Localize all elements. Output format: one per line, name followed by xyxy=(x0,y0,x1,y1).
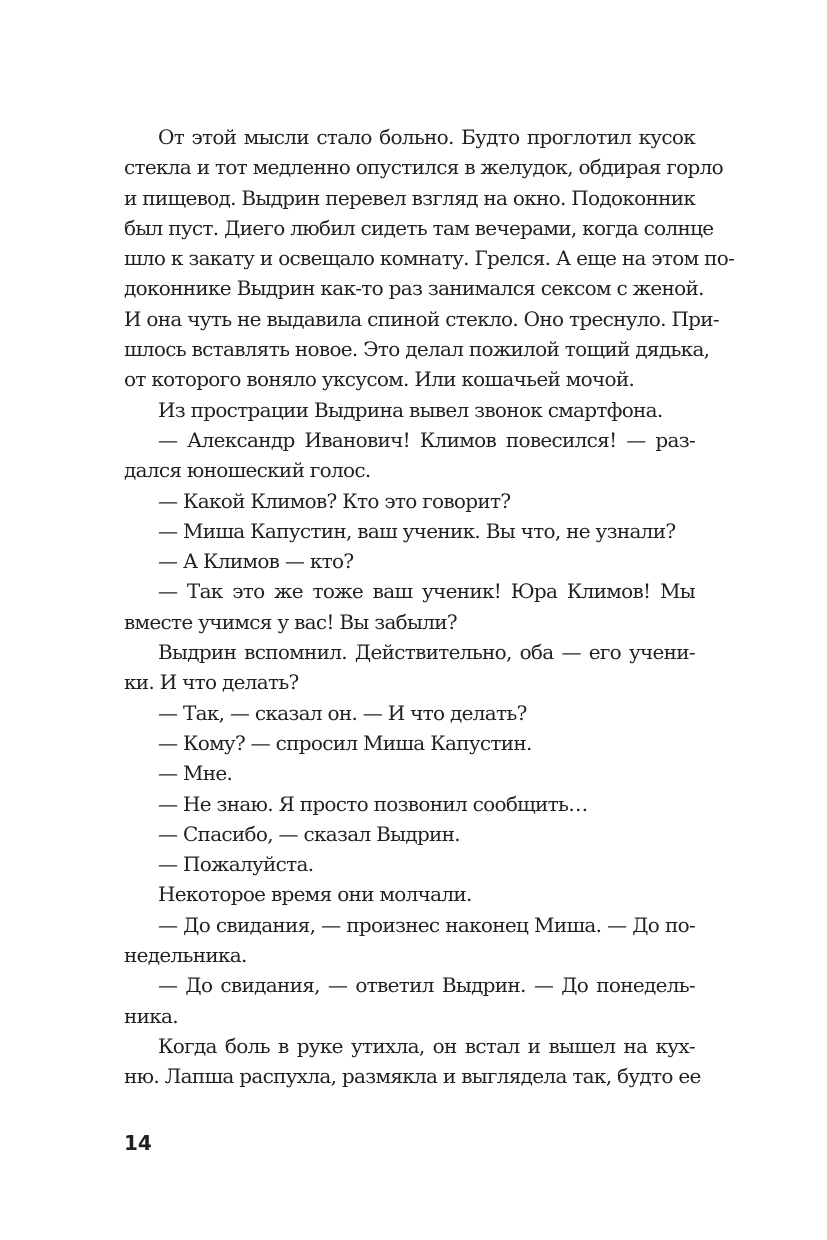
text-line: вместе учимся у вас! Вы забыли? xyxy=(124,609,457,634)
page-number: 14 xyxy=(124,1131,152,1155)
text-line: дался юношеский голос. xyxy=(124,458,371,483)
text-line: недельника. xyxy=(124,943,247,968)
text-line: — Миша Капустин, ваш ученик. Вы что, не узнали? xyxy=(158,518,676,543)
text-line: Из прострации Выдрина вывел звонок смартфона. xyxy=(158,397,663,422)
text-line: И она чуть не выдавила спиной стекло. Оно треснуло. При- xyxy=(124,306,719,331)
text-line: и пищевод. Выдрин перевел взгляд на окно. Подоконник xyxy=(124,185,696,210)
text-line: — До свидания, — ответил Выдрин. — До понедель- xyxy=(158,973,695,998)
text-line: Некоторое время они молчали. xyxy=(158,882,472,907)
text-line: стекла и тот медленно опустился в желудок, обдирая горло xyxy=(124,155,723,180)
text-line: шло к закату и освещало комнату. Грелся. А еще на этом по- xyxy=(124,246,735,271)
text-line: шлось вставлять новое. Это делал пожилой тощий дядька, xyxy=(124,337,710,362)
text-line: Выдрин вспомнил. Действительно, оба — его учени- xyxy=(158,640,695,665)
text-line: — Спасибо, — сказал Выдрин. xyxy=(158,821,460,846)
text-line: — А Климов — кто? xyxy=(158,549,354,574)
text-line: — До свидания, — произнес наконец Миша. — До по- xyxy=(158,912,695,937)
text-line: — Не знаю. Я просто позвонил сообщить… xyxy=(158,791,588,816)
text-line: Когда боль в руке утихла, он встал и вышел на кух- xyxy=(158,1033,695,1058)
text-line: ки. И что делать? xyxy=(124,670,299,695)
text-line: доконнике Выдрин как-то раз занимался сексом с женой. xyxy=(124,276,704,301)
text-line: был пуст. Диего любил сидеть там вечерами, когда солнце xyxy=(124,215,714,240)
text-line: — Кому? — спросил Миша Капустин. xyxy=(158,730,532,755)
text-line: ню. Лапша распухла, размякла и выглядела так, будто ее xyxy=(124,1064,701,1089)
text-line: — Так это же тоже ваш ученик! Юра Климов! Мы xyxy=(158,579,695,604)
text-line: — Пожалуйста. xyxy=(158,852,314,877)
text-line: — Какой Климов? Кто это говорит? xyxy=(158,488,511,513)
body-text xyxy=(124,122,735,1092)
text-line: — Александр Иванович! Климов повесился! — раз- xyxy=(158,427,695,452)
text-line: От этой мысли стало больно. Будто проглотил кусок xyxy=(158,125,695,149)
text-line: — Мне. xyxy=(158,761,233,786)
text-line: ника. xyxy=(124,1003,178,1028)
text-line: — Так, — сказал он. — И что делать? xyxy=(158,700,527,725)
text-line: от которого воняло уксусом. Или кошачьей мочой. xyxy=(124,367,635,392)
